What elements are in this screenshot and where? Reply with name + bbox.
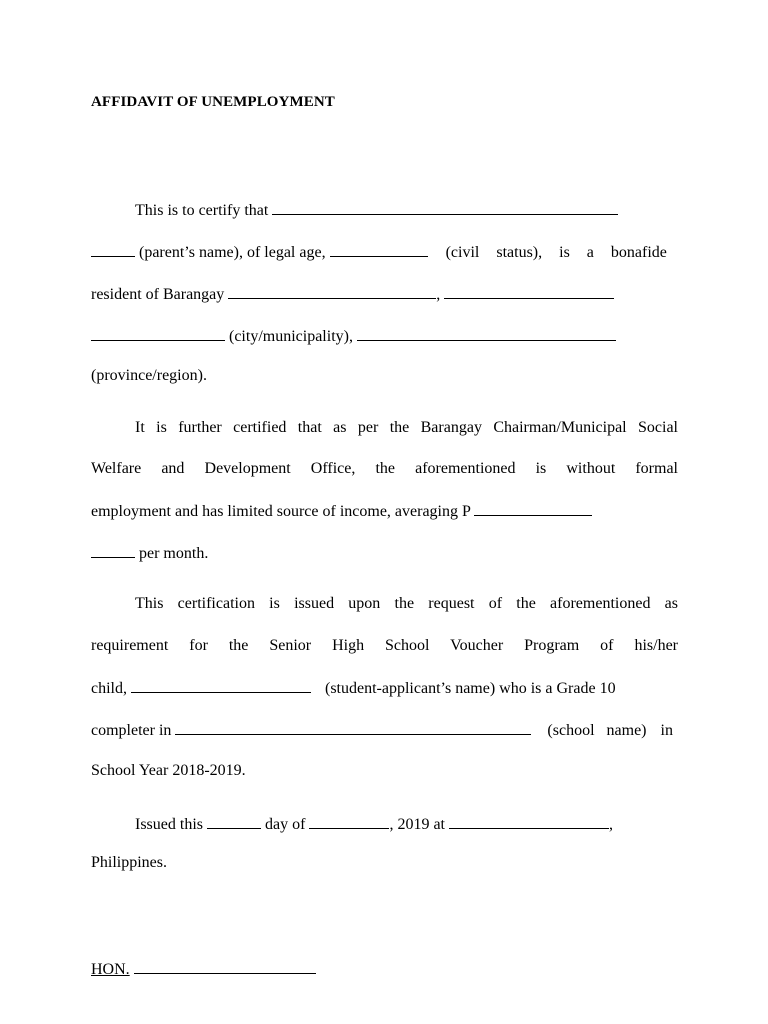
- text: bonafide: [610, 244, 667, 261]
- p1-line-3: [91, 283, 678, 305]
- p1-line-4: [91, 325, 678, 347]
- text: resident of Barangay: [91, 286, 225, 303]
- text: is: [559, 244, 570, 261]
- text: , 2019 at: [389, 816, 445, 833]
- parent-name-blank-cont[interactable]: [91, 241, 135, 257]
- signature-line: [91, 958, 678, 980]
- text: per month.: [139, 545, 209, 562]
- p1-line-5: [91, 366, 678, 386]
- text: (civil: [445, 244, 480, 261]
- text: child,: [91, 680, 127, 697]
- text: ,: [608, 816, 613, 833]
- income-blank-cont[interactable]: [91, 542, 135, 558]
- address-blank-cont[interactable]: [91, 325, 225, 341]
- parent-name-blank[interactable]: [272, 199, 618, 215]
- income-blank[interactable]: [474, 500, 592, 516]
- day-blank[interactable]: [207, 813, 261, 829]
- text: (student-applicant’s name) who is a Grade 10: [325, 680, 616, 697]
- address-blank[interactable]: [444, 283, 614, 299]
- barangay-blank[interactable]: [228, 283, 436, 299]
- text: in: [660, 722, 673, 739]
- text: (city/municipality),: [229, 328, 353, 345]
- text: completer in: [91, 722, 172, 739]
- text: name): [606, 722, 647, 739]
- text: (parent’s name), of legal age,: [139, 244, 326, 261]
- p2-line-2: Welfare and Development Office, the aforementioned is without formal: [91, 460, 678, 477]
- p2-line-1: It is further certified that as per the Barangay Chairman/Municipal Social: [135, 419, 678, 436]
- text: status),: [496, 244, 543, 261]
- p1-line-2: [91, 241, 678, 263]
- p3-line-5: School Year 2018-2019.: [91, 762, 246, 779]
- province-blank[interactable]: [357, 325, 616, 341]
- p3-line-1: This certification is issued upon the request of the aforementioned as: [135, 595, 678, 612]
- text: ,: [436, 286, 441, 303]
- text: (school: [547, 722, 595, 739]
- p3-line-4: [91, 719, 678, 741]
- hon-label: HON.: [91, 961, 130, 978]
- civil-status-blank[interactable]: [330, 241, 428, 257]
- text: a: [586, 244, 594, 261]
- p1-line-1: [91, 199, 678, 221]
- text: day of: [265, 816, 306, 833]
- p4-line-2: Philippines.: [91, 854, 168, 871]
- month-blank[interactable]: [309, 813, 389, 829]
- text: This is to certify that: [135, 202, 269, 219]
- p2-line-3: [91, 500, 678, 522]
- text: (province/region).: [91, 367, 207, 384]
- student-name-blank[interactable]: [131, 677, 311, 693]
- p4-line-1: [91, 813, 678, 835]
- text: employment and has limited source of income, averaging P: [91, 503, 471, 520]
- document-title: AFFIDAVIT OF UNEMPLOYMENT: [91, 94, 335, 110]
- official-name-blank[interactable]: [134, 958, 316, 974]
- p3-line-2: requirement for the Senior High School Voucher Program of his/her: [91, 637, 678, 654]
- p2-line-4: [91, 542, 678, 564]
- text: Issued this: [135, 816, 203, 833]
- p3-line-3: [91, 677, 678, 699]
- place-blank[interactable]: [449, 813, 609, 829]
- school-name-blank[interactable]: [175, 719, 531, 735]
